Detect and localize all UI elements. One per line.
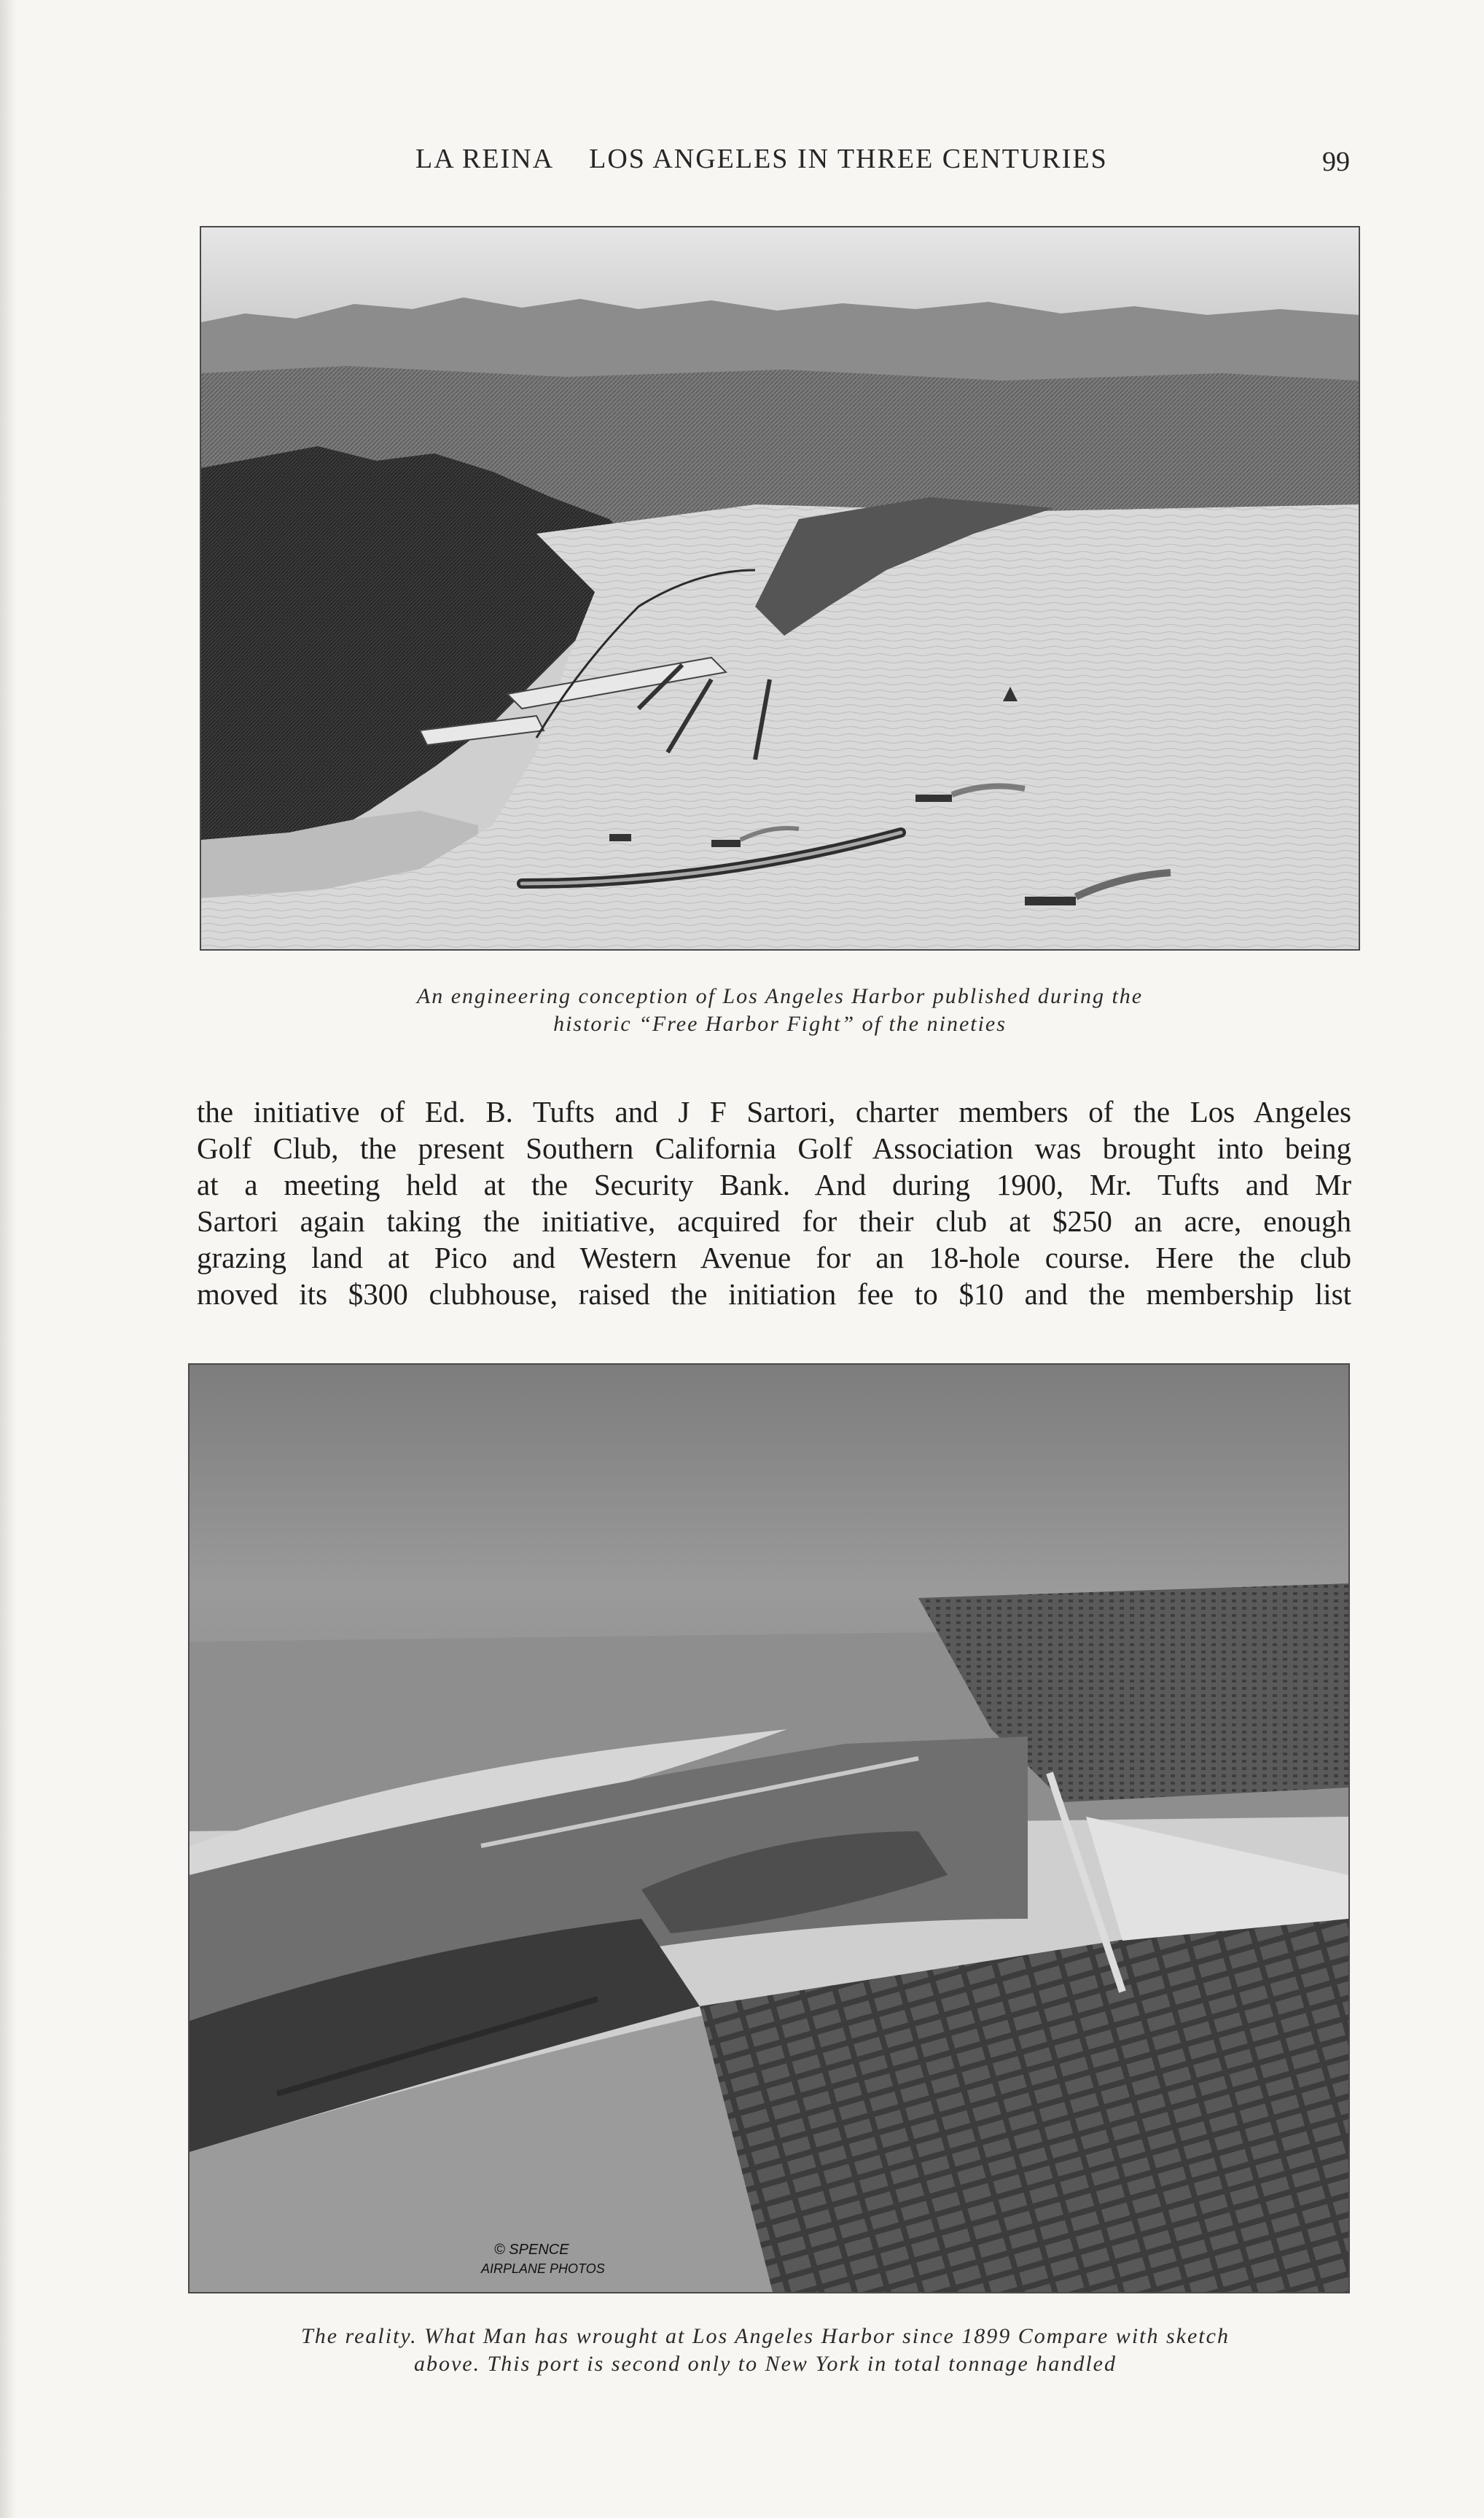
photo-credit-line: AIRPLANE PHOTOS: [481, 2261, 605, 2276]
body-line: the initiative of Ed. B. Tufts and J F Sartori, charter members of the Los Angeles: [197, 1095, 1351, 1129]
body-line: at a meeting held at the Security Bank. And during 1900, Mr. Tufts and Mr: [197, 1168, 1351, 1201]
figure-bottom-caption-line: above. This port is second only to New York in total tonnage handled: [413, 2352, 1117, 2376]
harbor-aerial-photograph: [188, 1363, 1350, 2293]
figure-top-caption-line: historic “Free Harbor Fight” of the nineties: [553, 1012, 1007, 1036]
running-header-left: LA REINA: [415, 144, 555, 174]
figure-top-caption: [219, 983, 1341, 1038]
harbor-sketch-illustration: [200, 226, 1360, 951]
page-number: 99: [1322, 147, 1350, 177]
figure-bottom-caption: [175, 2323, 1356, 2378]
running-header-title: LOS ANGELES IN THREE CENTURIES: [589, 144, 1108, 174]
body-line: grazing land at Pico and Western Avenue for an 18-hole course. Here the club: [197, 1241, 1351, 1274]
figure-bottom-caption-line: The reality. What Man has wrought at Los Angeles Harbor since 1899 Compare with sketch: [301, 2324, 1230, 2348]
photo-credit-line: © SPENCE: [494, 2242, 569, 2258]
harbor-sketch-image: [201, 227, 1359, 949]
running-header: [415, 143, 1108, 175]
figure-top-caption-line: An engineering conception of Los Angeles Harbor published during the: [416, 984, 1144, 1008]
body-line: moved its $300 clubhouse, raised the initiation fee to $10 and the membership list: [197, 1277, 1351, 1311]
page-edge-shadow: [0, 0, 16, 2518]
harbor-aerial-image: [190, 1365, 1348, 2292]
body-line: Golf Club, the present Southern California Golf Association was brought into being: [197, 1131, 1351, 1165]
body-line: Sartori again taking the initiative, acquired for their club at $250 an acre, enough: [197, 1204, 1351, 1238]
body-paragraph: [197, 1094, 1351, 1312]
